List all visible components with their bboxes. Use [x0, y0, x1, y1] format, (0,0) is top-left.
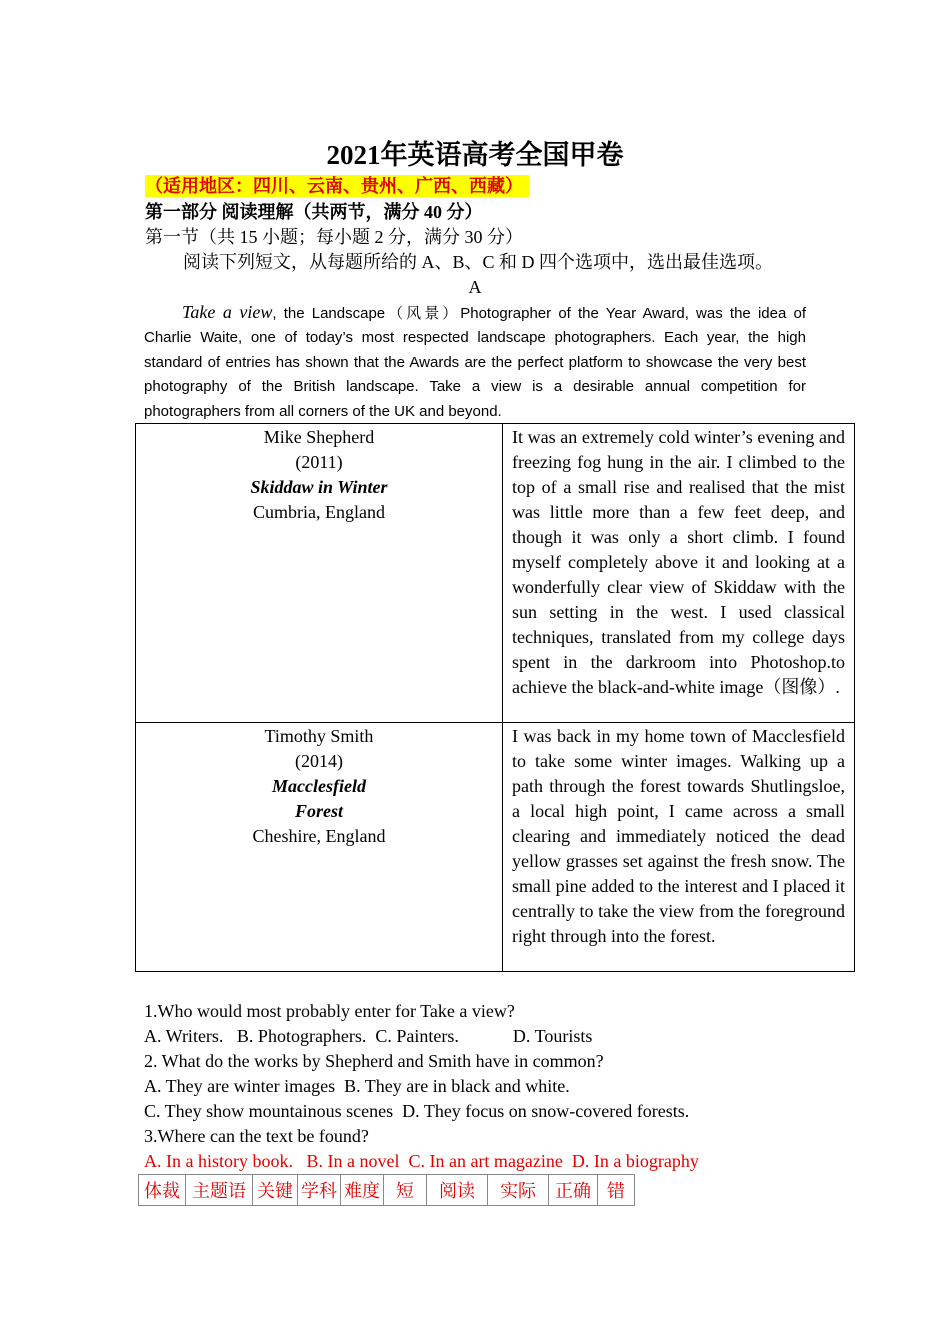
- tag-cell: 实际: [488, 1175, 549, 1206]
- tag-row: [139, 1175, 635, 1206]
- question-2-options-ab: A. They are winter images B. They are in black and white.: [144, 1076, 570, 1096]
- work-info-cell: [136, 723, 503, 972]
- question-1-options: A. Writers. B. Photographers. C. Painters. D. Tourists: [144, 1026, 593, 1046]
- tag-cell: 学科: [298, 1175, 341, 1206]
- question-2: 2. What do the works by Shepherd and Smith have in common?: [144, 1051, 604, 1071]
- photographer-name: Mike Shepherd: [263, 427, 375, 447]
- intro-lead: Take a view: [182, 302, 273, 322]
- region-note: （适用地区：四川、云南、贵州、广西、西藏）: [145, 175, 529, 197]
- work-year: (2014): [295, 751, 343, 771]
- intro-text: , the Landscape（风景）Photographer of the Year Award, was the idea of Charlie Waite, one of today’s most respected landscape photographers. Each year, the high standard of entries has shown that the Awards are the perfect platform to showcase the very best photography of the British landscape. Take a view is a desirable annual competition for photographers from all corners of the UK and beyond.: [144, 305, 806, 420]
- question-3: 3.Where can the text be found?: [144, 1126, 369, 1146]
- photographer-name: Timothy Smith: [264, 726, 374, 746]
- work-description-cell: I was back in my home town of Macclesfield to take some winter images. Walking up a path through the forest towards Shutlingsloe, a local high point, I came across a small clearing and immediately noticed the dead yellow grasses set against the fresh snow. The small pine added to the interest and I placed it centrally to take the view from the foreground right through into the forest.: [503, 723, 855, 972]
- intro-paragraph: [144, 300, 806, 424]
- work-info-cell: [136, 424, 503, 723]
- tag-cell: 正确: [549, 1175, 598, 1206]
- work-year: (2011): [295, 452, 343, 472]
- passage-label: A: [468, 277, 482, 297]
- tag-table: [138, 1174, 635, 1206]
- tag-cell: 体裁: [139, 1175, 186, 1206]
- work-title: Skiddaw in Winter: [250, 477, 388, 497]
- question-3-options: A. In a history book. B. In a novel C. In an art magazine D. In a biography: [144, 1151, 699, 1171]
- tag-cell: 短: [384, 1175, 427, 1206]
- question-1: 1.Who would most probably enter for Take a view?: [144, 1001, 515, 1021]
- section1-heading: 第一节（共 15 小题；每小题 2 分，满分 30 分）: [145, 227, 523, 247]
- table-row: [136, 723, 855, 972]
- work-title: Forest: [294, 801, 343, 821]
- part1-heading: 第一部分 阅读理解（共两节，满分 40 分）: [145, 202, 483, 222]
- work-location: Cumbria, England: [253, 502, 385, 522]
- tag-cell: 阅读: [427, 1175, 488, 1206]
- work-description-cell: It was an extremely cold winter’s evening and freezing fog hung in the air. I climbed to the top of a small rise and realised that the mist was little more than a few feet deep, and though it was only a short climb. I found myself completely above it and looking at a wonderfully clear view of Skiddaw with the sun setting in the west. I used classical techniques, translated from my college days spent in the darkroom into Photoshop.to achieve the black-and-white image（图像）.: [503, 424, 855, 723]
- tag-cell: 关键: [253, 1175, 298, 1206]
- work-title: Macclesfield: [272, 776, 366, 796]
- page-title: 2021年英语高考全国甲卷: [326, 140, 624, 170]
- works-table: [135, 423, 855, 972]
- tag-cell: 难度: [341, 1175, 384, 1206]
- tag-cell: 主题语: [186, 1175, 253, 1206]
- work-location: Cheshire, England: [252, 826, 386, 846]
- table-row: [136, 424, 855, 723]
- instructions: 阅读下列短文，从每题所给的 A、B、C 和 D 四个选项中，选出最佳选项。: [183, 252, 774, 272]
- question-2-options-cd: C. They show mountainous scenes D. They focus on snow-covered forests.: [144, 1101, 690, 1121]
- tag-cell: 错: [598, 1175, 635, 1206]
